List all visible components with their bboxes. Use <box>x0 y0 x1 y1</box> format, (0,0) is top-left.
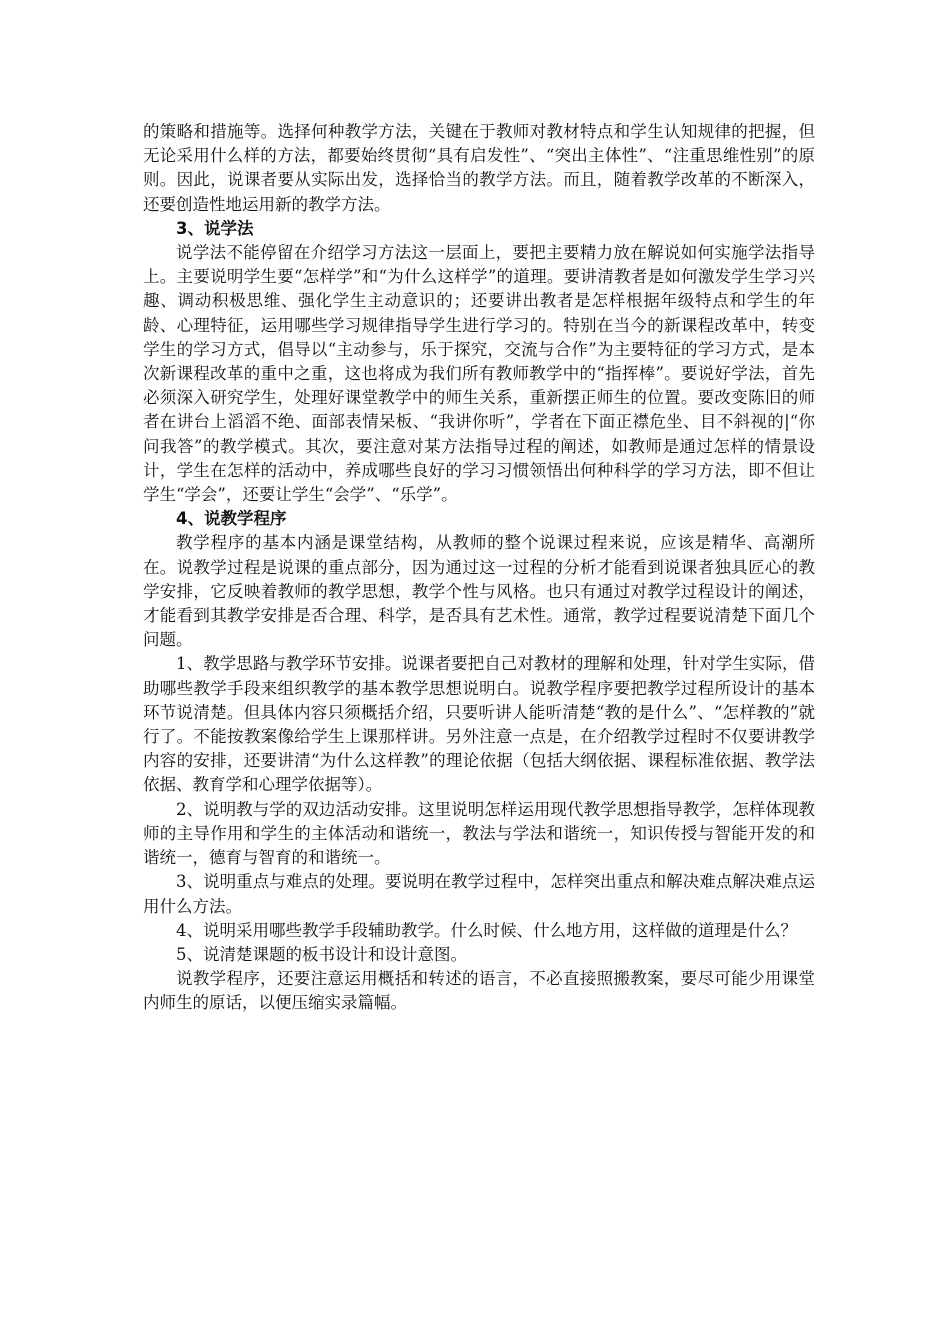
paragraph-item-3: 3、说明重点与难点的处理。要说明在教学过程中，怎样突出重点和解决难点解决难点运用什么方法。 <box>143 872 815 916</box>
section-heading-teaching-procedure: 4、说教学程序 <box>176 509 287 529</box>
paragraph-teaching-procedure-intro: 教学程序的基本内涵是课堂结构，从教师的整个说课过程来说，应该是精华、高潮所在。说教学过程是说课的重点部分，因为通过这一过程的分析才能看到说课者独具匠心的教学安排，它反映着教师的教学思想，教学个性与风格。也只有通过对教学过程设计的阐述，才能看到其教学安排是否合理、科学，是否具有艺术性。通常，教学过程要说清楚下面几个问题。 <box>143 533 815 650</box>
paragraph-conclusion: 说教学程序，还要注意运用概括和转述的语言，不必直接照搬教案，要尽可能少用课堂内师生的原话，以便压缩实录篇幅。 <box>143 969 815 1013</box>
paragraph-item-2: 2、说明教与学的双边活动安排。这里说明怎样运用现代教学思想指导教学，怎样体现教师的主导作用和学生的主体活动和谐统一，教法与学法和谐统一，知识传授与智能开发的和谐统一，德育与智育的和谐统一。 <box>143 799 815 868</box>
section-heading-study-method: 3、说学法 <box>176 218 254 238</box>
paragraph-item-1: 1、教学思路与教学环节安排。说课者要把自己对教材的理解和处理，针对学生实际，借助哪些教学手段来组织教学的基本教学思想说明白。说教学程序要把教学过程所设计的基本环节说清楚。但具体内容只须概括介绍，只要听讲人能听清楚“教的是什么”、“怎样教的”就行了。不能按教案像给学生上课那样讲。另外注意一点是，在介绍教学过程时不仅要讲教学内容的安排，还要讲清“为什么这样教”的理论依据（包括大纲依据、课程标准依据、教学法依据、教育学和心理学依据等）。 <box>143 654 815 795</box>
paragraph-study-method: 说学法不能停留在介绍学习方法这一层面上，要把主要精力放在解说如何实施学法指导上。主要说明学生要“怎样学”和“为什么这样学”的道理。要讲清教者是如何激发学生学习兴趣、调动积极思维、强化学生主动意识的；还要讲出教者是怎样根据年级特点和学生的年龄、心理特征，运用哪些学习规律指导学生进行学习的。特别在当今的新课程改革中，转变学生的学习方式，倡导以“主动参与，乐于探究，交流与合作”为主要特征的学习方式，是本次新课程改革的重中之重，这也将成为我们所有教师教学中的“指挥棒”。要说好学法，首先必须深入研究学生，处理好课堂教学中的师生关系，重新摆正师生的位置。要改变陈旧的师者在讲台上滔滔不绝、面部表情呆板、“我讲你听”，学者在下面正襟危坐、目不斜视的|“你问我答”的教学模式。其次，要注意对某方法指导过程的阐述，如教师是通过怎样的情景设计，学生在怎样的活动中，养成哪些良好的学习习惯领悟出何种科学的学习方法，即不但让学生“学会”，还要让学生“会学”、“乐学”。 <box>143 243 815 505</box>
paragraph-continuation: 的策略和措施等。选择何种教学方法，关键在于教师对教材特点和学生认知规律的把握，但无论采用什么样的方法，都要始终贯彻“具有启发性”、“突出主体性”、“注重思维性别”的原则。因此，说课者要从实际出发，选择恰当的教学方法。而且，随着教学改革的不断深入，还要创造性地运用新的教学方法。 <box>143 122 815 214</box>
document-body <box>143 120 815 1016</box>
paragraph-item-4: 4、说明采用哪些教学手段辅助教学。什么时候、什么地方用，这样做的道理是什么？ <box>176 920 797 940</box>
paragraph-item-5: 5、说清楚课题的板书设计和设计意图。 <box>176 944 467 964</box>
